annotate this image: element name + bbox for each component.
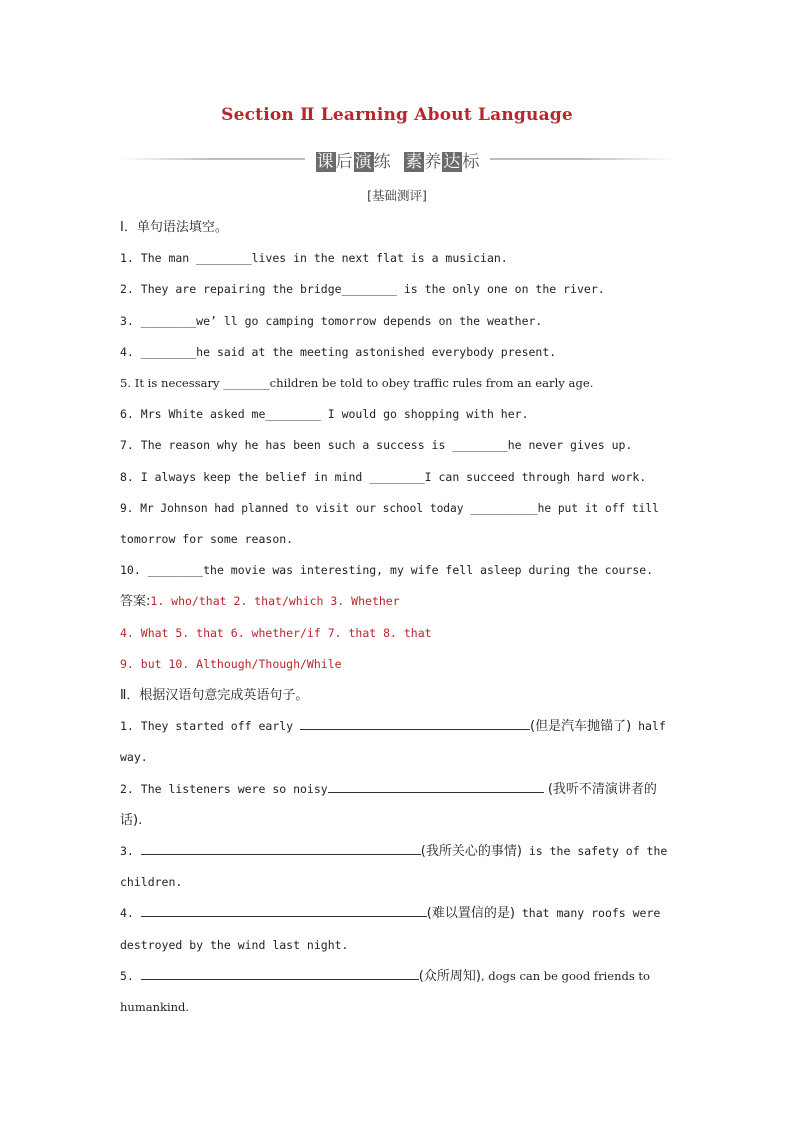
question-9: 9. Mr Johnson had planned to visit our school today __________he put it off till: [120, 501, 659, 515]
answer-blank[interactable]: ________: [369, 469, 425, 484]
answer-line[interactable]: [141, 968, 419, 980]
answers-line-1: 答案:1. who/that 2. that/which 3. Whether: [120, 594, 400, 610]
answer-blank[interactable]: ________: [147, 563, 204, 578]
answer-line[interactable]: [300, 718, 530, 730]
answers-line-3: 9. but 10. Although/Though/While: [120, 656, 342, 671]
sentence-2-continued: 话).: [120, 812, 143, 828]
answer-blank[interactable]: ________: [140, 313, 197, 328]
banner-right-rule: [490, 158, 675, 160]
answer-blank[interactable]: ________: [265, 407, 321, 422]
answer-blank[interactable]: ________: [341, 282, 397, 297]
sentence-1: 1. They started off early (但是汽车抛锚了) half: [120, 719, 666, 735]
sentence-3: 3. (我所关心的事情) is the safety of the: [120, 844, 668, 860]
part1-heading: Ⅰ．单句语法填空。: [120, 220, 228, 235]
sentence-4: 4. (难以置信的是) that many roofs were: [120, 906, 661, 922]
sentence-4-continued: destroyed by the wind last night.: [120, 937, 349, 952]
banner-text: 课后演练 素养达标: [316, 152, 481, 172]
section-banner: [120, 146, 675, 172]
sentence-5-continued: humankind.: [120, 1000, 190, 1015]
part2-heading: Ⅱ．根据汉语句意完成英语句子。: [120, 688, 309, 704]
answer-line[interactable]: [328, 781, 544, 793]
question-3: 3. ________we’ ll go camping tomorrow depends on the weather.: [120, 313, 543, 328]
sentence-5: 5. (众所周知), dogs can be good friends to: [120, 968, 650, 984]
sentence-2: 2. The listeners were so noisy (我听不清演讲者的: [120, 781, 657, 797]
question-9-continued: tomorrow for some reason.: [120, 532, 294, 547]
exercise-content: [120, 212, 674, 1023]
banner-left-rule: [120, 158, 305, 160]
sentence-1-continued: way.: [120, 750, 148, 765]
answer-blank[interactable]: ________: [452, 438, 508, 453]
answer-line[interactable]: [141, 905, 427, 917]
question-8: 8. I always keep the belief in mind ________I can succeed through hard work.: [120, 469, 647, 484]
question-6: 6. Mrs White asked me________ I would go shopping with her.: [120, 407, 529, 422]
question-5: 5. It is necessary ________children be told to obey traffic rules from an early age.: [120, 376, 594, 391]
question-1: 1. The man ________lives in the next flat is a musician.: [120, 251, 508, 266]
answer-label: 答案:: [120, 594, 151, 610]
answers-line-2: 4. What 5. that 6. whether/if 7. that 8. that: [120, 625, 432, 640]
question-2: 2. They are repairing the bridge________ is the only one on the river.: [120, 282, 605, 297]
answer-blank[interactable]: ________: [196, 251, 252, 266]
question-4: 4. ________he said at the meeting astonished everybody present.: [120, 344, 557, 359]
question-7: 7. The reason why he has been such a success is ________he never gives up.: [120, 438, 633, 453]
answer-blank[interactable]: __________: [470, 501, 538, 515]
question-10: 10. ________the movie was interesting, my wife fell asleep during the course.: [120, 563, 654, 578]
section-title: Section Ⅱ Learning About Language: [221, 105, 573, 125]
answer-blank[interactable]: ________: [223, 376, 270, 391]
sentence-3-continued: children.: [120, 875, 183, 890]
answer-blank[interactable]: ________: [140, 344, 197, 359]
subheading: [基础测评]: [367, 188, 427, 203]
answer-line[interactable]: [141, 843, 421, 855]
